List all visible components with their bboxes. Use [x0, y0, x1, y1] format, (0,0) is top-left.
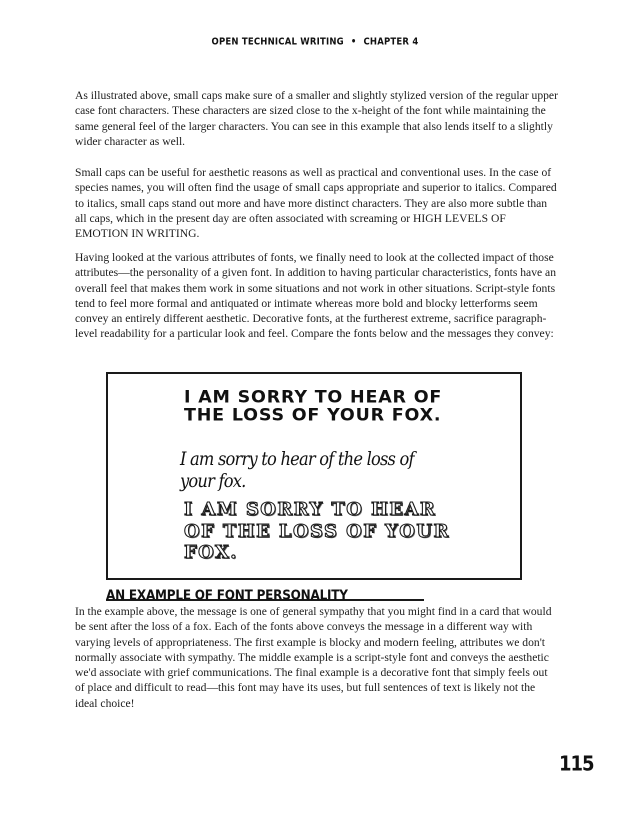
- figure-caption: [106, 585, 424, 601]
- decorative-font-example: I AM SORRY TO HEAR OF THE LOSS OF YOUR FOX.: [184, 499, 450, 563]
- blocky-font-example: I AM SORRY TO HEAR OF THE LOSS OF YOUR FOX.: [184, 388, 443, 426]
- chapter-label: CHAPTER 4: [363, 36, 419, 48]
- running-header: [0, 36, 630, 48]
- paragraph-small-caps-uses: Small caps can be useful for aesthetic reasons as well as practical and conventional uses. In the case of species names, you will often find the usage of small caps appropriate and superior to italics. Compared to italics, small caps stand out more and have more distinct characters. They are also more subtle than all caps, which in the present day are often associated with screaming or HIGH LEVELS OF EMOTION IN WRITING.: [75, 166, 557, 241]
- header-separator: •: [350, 36, 357, 48]
- paragraph-example-explanation: In the example above, the message is one of general sympathy that you might find in a card that would be sent after the loss of a fox. Each of the fonts above conveys the message in a different way with varying levels of appropriateness. The first example is blocky and modern feeling, attributes we don't normally associate with sympathy. The middle example is a script-style font and conveys the aesthetic we'd associate with grief communications. The final example is a decorative font that simply feels out of place and difficult to read—this font may have its uses, but full sentences of text is likely not the ideal choice!: [75, 605, 552, 710]
- paragraph-small-caps: As illustrated above, small caps make sure of a smaller and slightly stylized version of the regular upper case font characters. These characters are sized close to the x-height of the font while maintaining the same general feel of the larger characters. You can see in this example that also lends itself to a slightly wider character as well.: [75, 89, 558, 148]
- book-title: OPEN TECHNICAL WRITING: [211, 36, 344, 48]
- script-font-example: I am sorry to hear of the loss of your fox.: [180, 449, 414, 492]
- paragraph-font-personality: Having looked at the various attributes of fonts, we finally need to look at the collected impact of those attributes—the personality of a given font. In addition to having particular characteristics, fonts have an overall feel that makes them work in some situations and not work in other situations. Script-style fonts tend to feel more formal and antiquated or intimate whereas more bold and blocky letterforms seem convey an entirely different aesthetic. Decorative fonts, at the furtherest extreme, sacrifice paragraph-level readability for a particular look and feel. Compare the fonts below and the messages they convey:: [75, 251, 556, 341]
- page-number: 115: [559, 752, 594, 777]
- figure-caption-text: AN EXAMPLE OF FONT PERSONALITY: [106, 587, 348, 603]
